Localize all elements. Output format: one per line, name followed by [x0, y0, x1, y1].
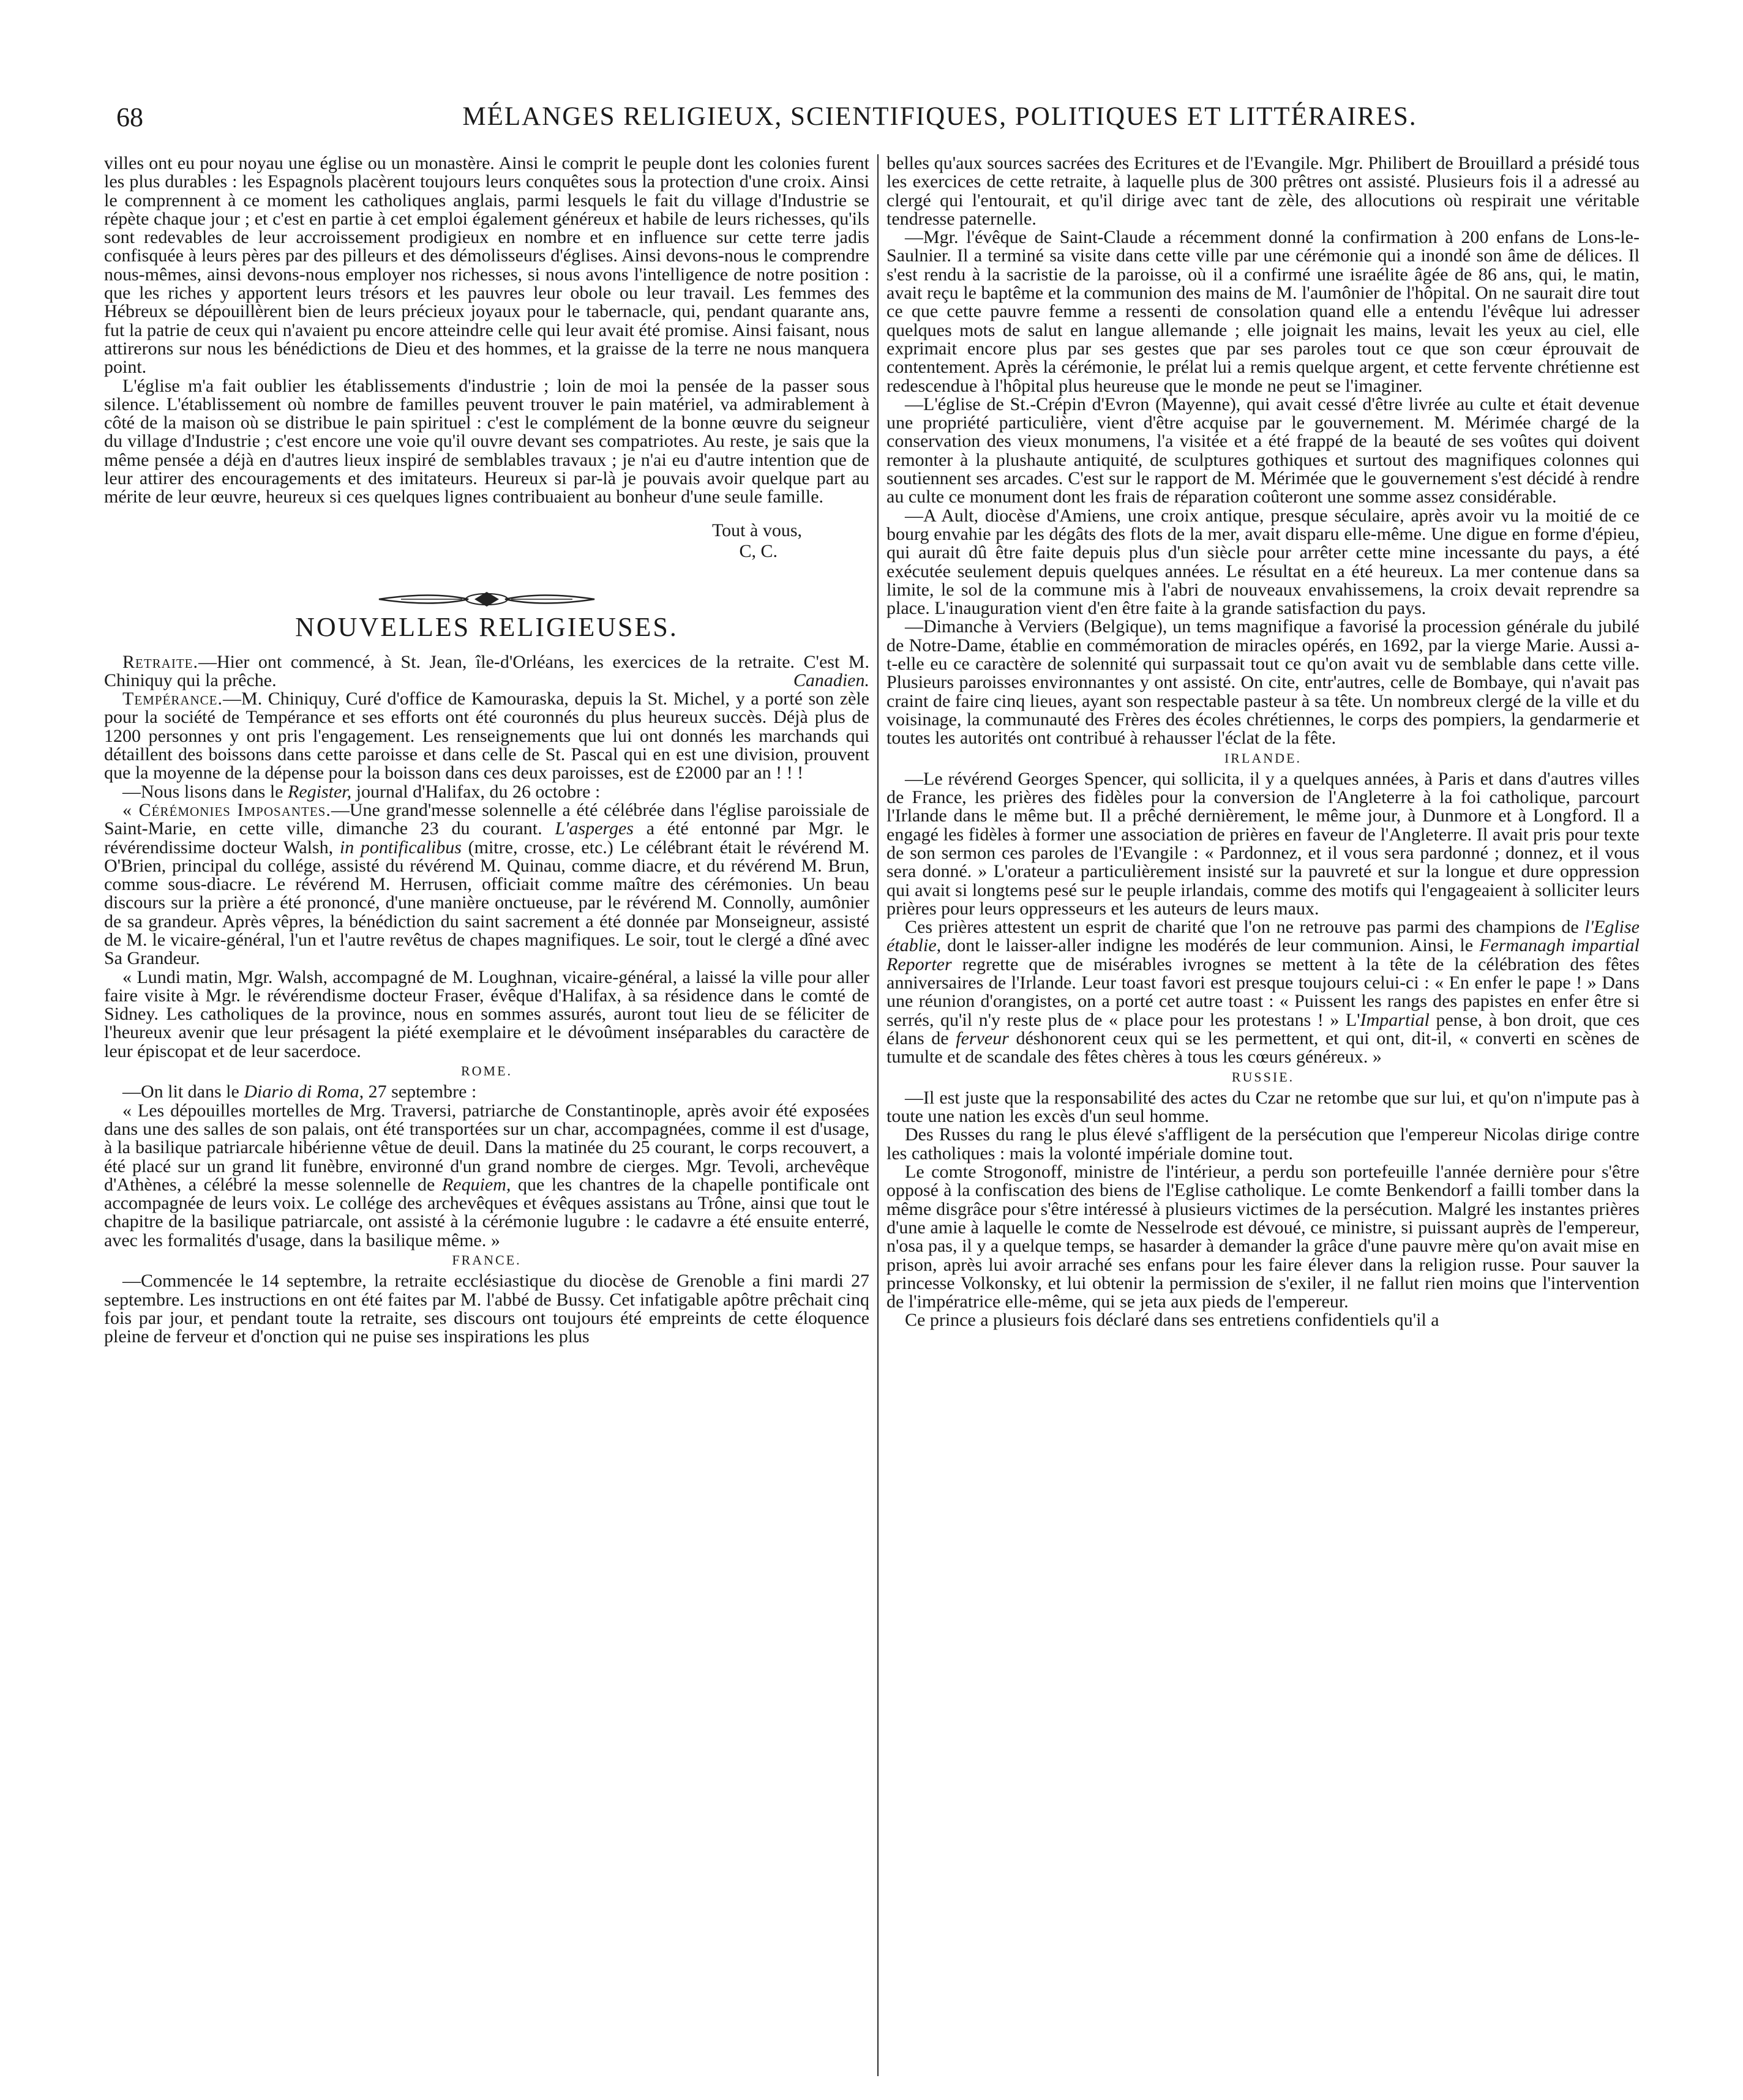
news-item-ceremonies: [104, 801, 869, 968]
paragraph: villes ont eu pour noyau une église ou un monastère. Ainsi le comprit le peuple dont les colonies furent les plus durables : les Espagnols placèrent toujours leurs conquêtes sous la protection d'une croix. Ainsi le comprennent à ce moment les catholiques anglais, parmi lesquels le fait du village d'Industrie se répète chaque jour ; et c'est en partie à cet emploi également généreux et habile de leurs richesses, qu'ils sont redevables de leur accroissement prodigieux en nombre et en influence sur cette terre jadis confisquée à leurs pères par des pilleurs et des démolisseurs d'églises. Ainsi devons-nous le comprendre nous-mêmes, ainsi devons-nous employer nos richesses, si nous avons l'intelligence de notre position : que les riches y apportent leurs trésors et les pauvres leur obole ou leur travail. Les femmes des Hébreux se dépouillèrent bien de leurs précieux joyaux pour le tabernacle, qui, pendant quarante ans, fut la patrie de ceux qui n'avaient pu encore atteindre celle qui leur avait été promise. Ainsi faisant, nous attirerons sur nous les bénédictions de Dieu et des hommes, et la graisse de la terre ne nous manquera point.: [104, 154, 869, 378]
italic-term: Requiem,: [441, 1174, 511, 1195]
paragraph: —Mgr. l'évêque de Saint-Claude a récemment donné la confirmation à 200 enfans de Lons-le-Saulnier. Il a terminé sa visite dans cette ville par une cérémonie qui a inondé son âme de délices. Il s'est rendu à la sacristie de la paroisse, où il a confirmé une israélite âgée de 86 ans, qui, le matin, avait reçu le baptême et la communion des mains de M. l'aumônier de l'hôpital. On ne saurait dire tout ce que cette pauvre femme a ressenti de consolation quand elle a entendu l'évêque lui adresser quelques mots de salut en langue allemande ; elle joignait les mains, levait les yeux au ciel, elle exprimait encore plus par ses gestes que par ses paroles tout ce que son cœur éprouvait de contentement. Après la cérémonie, le prélat lui a remis quelque argent, et cette fervente chrétienne est redescendue à l'hôpital plus heureuse que le monde ne peut se l'imaginer.: [886, 227, 1640, 396]
quote-rome: [104, 1102, 869, 1250]
item-text: —Hier ont commencé, à St. Jean, île-d'Orléans, les exercices de la retraite. C'est M. Chiniquy qui la prêche.: [104, 651, 869, 690]
text-run: dont le laisser-aller indigne les modérés de leur communion. Ainsi, le: [941, 935, 1480, 956]
running-title: MÉLANGES RELIGIEUX, SCIENTIFIQUES, POLITIQUES ET LITTÉRAIRES.: [462, 102, 1417, 131]
text-run: pense, à bon droit, que ces élans de: [886, 1009, 1640, 1048]
right-column: [886, 154, 1640, 2082]
paragraph-orangists: [886, 918, 1640, 1066]
italic-term: ferveur: [956, 1028, 1009, 1048]
italic-term: L'asperges: [555, 818, 634, 839]
news-item-france: —Commencée le 14 septembre, la retraite ecclésiastique du diocèse de Grenoble a fini mardi 27 septembre. Les instructions en ont été faites par M. l'abbé de Bussy. Cet infatigable apôtre prêchait cinq fois par jour, et pendant toute la retraite, ses discours ont toujours été empreints de cette éloquence pleine de ferveur et d'onction qui ne puise ses inspirations les plus: [104, 1271, 869, 1347]
left-column: [104, 154, 869, 2082]
paragraph: —A Ault, diocèse d'Amiens, une croix antique, presque séculaire, après avoir vu la moitié de ce bourg envahie par les dégâts des flots de la mer, avait disparu elle-même. Une digue en forme d'épieu, qui aurait dû être faite depuis plus d'un siècle pour arrêter cette mine incessante du pays, a été exécutée seulement depuis quelques années. Le résultat en a été heureux. La mer contenue dans sa limite, le sol de la commune mis à l'abri de nouveaux envahissemens, la croix devait reprendre sa place. L'inauguration vient d'en être faite à la grande satisfaction du pays.: [886, 505, 1640, 619]
section-title: NOUVELLES RELIGIEUSES.: [295, 612, 678, 643]
item-label: Retraite.: [122, 651, 198, 672]
column-rule: [877, 154, 879, 2076]
text-run: que les chantres de la chapelle pontificale ont accompagnée de leurs voix. Le collége des archevêques et évêques assistans au Trône, ainsi que tout le chapitre de la basilique patriarcale, ont assisté à la cérémonie lugubre : le cadavre a été ensuite enterré, avec les formalités d'usage, dans la basilique même. »: [104, 1174, 869, 1250]
item-text: —M. Chiniquy, Curé d'office de Kamouraska, depuis la St. Michel, y a porté son zèle pour la société de Tempérance et ses efforts ont été couronnés du plus heureux succès. Déjà plus de 1200 personnes y ont pris l'engagement. Les renseignements que lui ont donnés les marchands qui détaillent des boissons dans cette paroisse et dans celle de St. Pascal qui en est une division, prouvent que la moyenne de la dépense pour la boisson dans ces deux paroisses, est de £2000 par an ! ! !: [104, 689, 869, 783]
letter-signoff: [104, 521, 869, 540]
text-run: 27 septembre :: [364, 1082, 477, 1102]
subhead-france: FRANCE.: [452, 1252, 522, 1268]
paragraph: Le comte Strogonoff, ministre de l'intérieur, a perdu son portefeuille l'année dernière pour s'être opposé à la confiscation des biens de l'Eglise catholique. Le comte Benkendorf a failli tomber dans la même disgrâce pour s'être intéressé à plusieurs victimes de la persécution. Malgré les instantes prières d'une amie à laquelle le comte de Nesselrode est dévoué, ce ministre, si puissant auprès de l'empereur, n'osa pas, il y a quelque temps, se hasarder à demander la grâce d'une pauvre mère qu'on avait mise en prison, après lui avoir arraché ses enfans pour les faire élever dans la religion russe. Pour sauver la princesse Volkonsky, et lui obtenir la permission de s'exiler, il ne fallut rien moins que l'intervention de l'impératrice elle-même, qui se jeta aux pieds de l'empereur.: [886, 1162, 1640, 1312]
text-run: déshonorent ceux qui se les permettent, et qui ont, dit-il, « converti en scènes de tumulte et de scandale des fêtes chères à tous les cœurs généreux. »: [886, 1028, 1640, 1067]
source-credit: Canadien.: [793, 670, 869, 690]
subhead-russie: RUSSIE.: [1231, 1069, 1295, 1085]
news-item-temperance: [104, 690, 869, 782]
item-label: Tempérance.: [122, 689, 223, 709]
paragraph: —Dimanche à Verviers (Belgique), un tems magnifique a favorisé la procession générale du jubilé de Notre-Dame, établie en commémoration de miracles opérés, en 1692, par la vierge Marie. Aussi a-t-elle eu ce caractère de solennité qui surpassait tout ce qu'on avait vu de semblable dans cette ville. Plusieurs paroisses environnantes y ont assisté. On cite, entr'autres, celle de Bombaye, qui n'avait pas craint de faire cinq lieues, ayant son respectable pasteur à sa tête. Un nombreux clergé de la ville et du voisinage, la communauté des Frères des écoles chrétiennes, le corps des pompiers, la gendarmerie et toutes les autorités ont contribué à rehausser l'éclat de la fête.: [886, 616, 1640, 749]
news-item-halifax: [104, 783, 869, 801]
signature: C, C.: [739, 540, 778, 561]
italic-title: Diario di Roma,: [244, 1082, 364, 1102]
paragraph: —Il est juste que la responsabilité des actes du Czar ne retombe que sur lui, et qu'on n'impute pas à toute une nation les excès d'un seul homme.: [886, 1087, 1640, 1127]
text-run: —Nous lisons dans le: [122, 781, 288, 802]
paragraph: Des Russes du rang le plus élevé s'affligent de la persécution que l'empereur Nicolas dirige contre les catholiques : mais la volonté impériale domine tout.: [886, 1124, 1640, 1164]
news-item-retraite: [104, 653, 869, 690]
closing-formula: Tout à vous,: [711, 520, 802, 540]
news-item-rome: [104, 1083, 869, 1101]
text-run: —On lit dans le: [122, 1082, 244, 1102]
paragraph: L'église m'a fait oublier les établissements d'industrie ; loin de moi la pensée de la passer sous silence. L'établissement où nombre de familles peuvent trouver le pain matériel, va admirablement à côté de la maison où se distribue le pain spirituel : c'est le complément de la bonne œuvre du seigneur du village d'Industrie ; c'est encore une voie qu'il ouvre devant ses compatriotes. Au reste, je sais que la même pensée a déjà en d'autres lieux inspiré de semblables travaux ; je n'ai eu d'autre intention que de leur attirer des encouragements et des imitateurs. Heureux si par-là je pouvais avoir quelque part au mérite de leur œuvre, heureux si ces quelques lignes contribuaient au bonheur d'une seule famille.: [104, 375, 869, 507]
text-run: (mitre, crosse, etc.) Le célébrant était le révérend M. O'Brien, principal du collége, assisté du révérend M. Quinau, comme diacre, et du révérend M. Brun, comme sous-diacre. Le révérend M. Herrusen, officiait comme maître des cérémonies. Un beau discours sur la prière a été prononcé, d'une manière onctueuse, par le révérend M. Connolly, aumônier de sa grandeur. Après vêpres, la bénédiction du saint sacrement a été donnée par Monseigneur, assisté de M. le vicaire-général, l'un et l'autre revêtus de chapes magnifiques. Le soir, tout le clergé a dîné avec Sa Grandeur.: [104, 837, 869, 969]
paragraph: belles qu'aux sources sacrées des Ecritures et de l'Evangile. Mgr. Philibert de Brouillard a présidé tous les exercices de cette retraite, à laquelle plus de 300 prêtres ont assisté. Plusieurs fois il a adressé au clergé qui l'entourait, et qu'il dirige avec tant de zèle, des allocutions où respirait une véritable tendresse paternelle.: [886, 154, 1640, 229]
text-run: journal d'Halifax, du 26 octobre :: [351, 781, 601, 802]
item-label: « Cérémonies Imposantes.: [122, 799, 331, 820]
text-run: —Une grand'messe solennelle a été célébrée dans l'église paroissiale de Saint-Marie, en cette ville, dimanche 23 du courant.: [104, 799, 869, 839]
page-number: 68: [116, 102, 143, 132]
paragraph: Ce prince a plusieurs fois déclaré dans ses entretiens confidentiels qu'il a: [905, 1310, 1439, 1331]
ornament-icon: [377, 589, 597, 610]
italic-title: Fermanagh impartial Reporter: [886, 935, 1640, 974]
text-run: regrette que de misérables ivrognes se mettent à la tête de la célébration des fêtes anniversaires de l'Irlande. Leur toast favori est presque toujours celui-ci : « En enfer le pape ! » Dans une réunion d'orangistes, on a porté cet autre toast : « Puissent les rangs des papistes en enfer être si serrés, qu'il n'y reste plus de « place pour les protestans ! » L': [886, 954, 1640, 1030]
subhead-irlande: IRLANDE.: [1224, 750, 1302, 766]
italic-title: Impartial: [1360, 1009, 1430, 1030]
italic-term: l'Eglise établie,: [886, 917, 1640, 956]
page-header: [116, 102, 1622, 132]
italic-term: in pontificalibus: [339, 837, 462, 858]
paragraph: —L'église de St.-Crépin d'Evron (Mayenne), qui avait cessé d'être livrée au culte et était devenue une propriété particulière, vient d'être acquise par le gouvernement. M. Mérimée chargé de la conservation des vieux monumens, l'a visitée et a été frappé de la beauté de ses voûtes qui doivent remonter à la plushaute antiquité, de sculptures gothiques et surtout des magnifiques colonnes qui soutiennent ses arcades. C'est sur le rapport de M. Mérimée que le gouvernement s'est décidé à rendre au culte ce monument dont les frais de réparation coûteront une somme assez considérable.: [886, 394, 1640, 507]
paragraph: « Lundi matin, Mgr. Walsh, accompagné de M. Loughnan, vicaire-général, a laissé la ville pour aller faire visite à Mgr. le révérendisme docteur Fraser, évêque d'Halifax, à sa résidence dans le comté de Sidney. Les catholiques de la province, nous en sommes assurés, auront tout lieu de se féliciter de l'heureux avenir que leur présagent la piété exemplaire et le dévoûment inséparables du caractère de leur épiscopat et de leur sacerdoce.: [104, 966, 869, 1061]
paragraph: —Le révérend Georges Spencer, qui sollicita, il y a quelques années, à Paris et dans d'autres villes de France, les prières des fidèles pour la conversion de l'Angleterre à la foi catholique, parcourt l'Irlande dans le même but. Il a prêché dernièrement, le même jour, à Dunmore et à Longford. Il a engagé les fidèles à former une association de prières en faveur de l'Angleterre. Il avait pris pour texte de son sermon ces paroles de l'Evangile : « Pardonnez, et il vous sera pardonné ; donnez, et il vous sera donné. » L'orateur a particulièrement insisté sur la pauvreté et sur la longue et dure oppression qui avait si longtems pesé sur le peuple irlandais, comme des motifs qui l'engageaient à solliciter leurs prières pour leurs oppresseurs et les auteurs de leurs maux.: [886, 768, 1640, 919]
italic-title: Register,: [288, 781, 352, 802]
signature-row: [104, 542, 869, 561]
text-run: Ces prières attestent un esprit de charité que l'on ne retrouve pas parmi des champions de: [905, 917, 1585, 938]
text-run: « Les dépouilles mortelles de Mrg. Traversi, patriarche de Constantinople, après avoir été exposées dans une des salles de son palais, ont été transportées sur un char, accompagnées, comme il est d'usage, à la basilique patriarcale hibérienne vêtue de deuil. Dans la matinée du 25 courant, le corps recouvert, a été placé sur un grand lit funèbre, environné d'un grand nombre de cierges. Mgr. Tevoli, archevêque d'Athènes, a célébré la messe solennelle de: [104, 1100, 869, 1195]
ornament-divider: [104, 589, 869, 610]
text-run: a été entonné par Mgr. le révérendissime docteur Walsh,: [104, 818, 869, 858]
subhead-rome: ROME.: [460, 1063, 513, 1079]
